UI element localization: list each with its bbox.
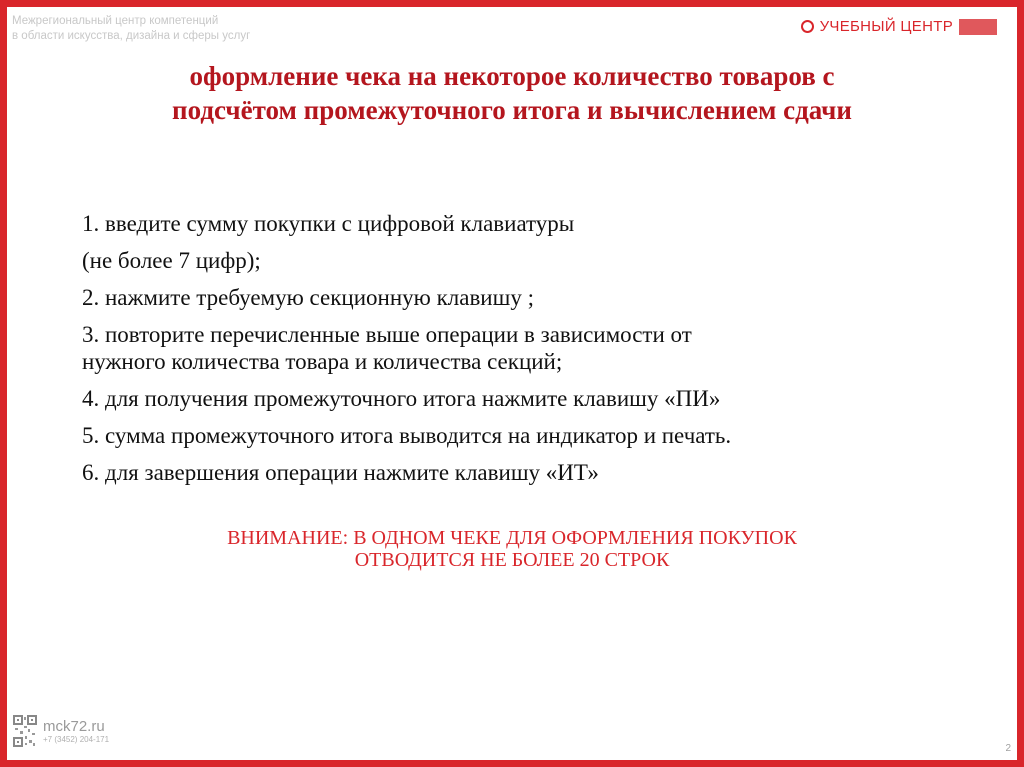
logo-ring-icon — [801, 20, 814, 33]
list-item: 1. введите сумму покупки с цифровой клавиатуры — [82, 211, 575, 236]
phone-number: +7 (3452) 204-171 — [43, 734, 110, 744]
warning-note — [97, 527, 927, 571]
brand-tagline — [959, 19, 997, 35]
brand-name: УЧЕБНЫЙ ЦЕНТР — [819, 18, 953, 35]
list-item: 4. для получения промежуточного итога нажмите клавишу «ПИ» — [82, 386, 721, 411]
qr-code-icon — [13, 714, 37, 748]
brand-logo — [801, 18, 997, 35]
site-link[interactable]: mck72.ru — [43, 717, 105, 735]
warning-line: ОТВОДИТСЯ НЕ БОЛЕЕ 20 СТРОК — [354, 549, 670, 571]
footer-contacts — [13, 714, 109, 748]
org-line: Межрегиональный центр компетенций — [12, 15, 219, 27]
title-line: подсчётом промежуточного итога и вычислением сдачи — [172, 95, 852, 125]
list-item: 6. для завершения операции нажмите клавишу «ИТ» — [82, 460, 599, 485]
list-item: 2. нажмите требуемую секционную клавишу ; — [82, 285, 534, 310]
contact-info — [43, 718, 109, 745]
organization-name — [12, 14, 250, 44]
org-line: в области искусства, дизайна и сферы услуг — [12, 30, 251, 42]
warning-line: ВНИМАНИЕ: В ОДНОМ ЧЕКЕ ДЛЯ ОФОРМЛЕНИЯ ПОКУПОК — [227, 527, 797, 549]
instruction-list — [82, 210, 982, 486]
list-item: 3. повторите перечисленные выше операции в зависимости от — [82, 322, 692, 347]
list-item: нужного количества товара и количества секций; — [82, 349, 563, 374]
slide-title — [47, 59, 977, 127]
list-item: (не более 7 цифр); — [82, 248, 261, 273]
page-number: 2 — [1005, 743, 1011, 754]
list-item: 5. сумма промежуточного итога выводится на индикатор и печать. — [82, 423, 732, 448]
title-line: оформление чека на некоторое количество товаров с — [189, 61, 835, 91]
